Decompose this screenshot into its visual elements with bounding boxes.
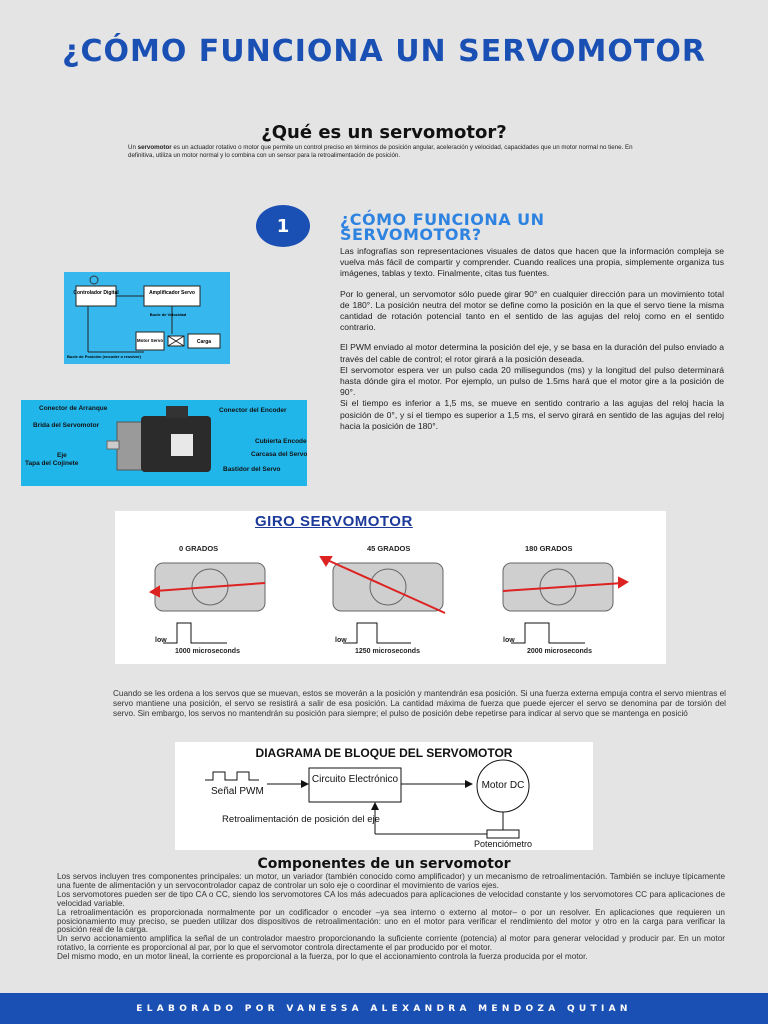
page-title: ¿CÓMO FUNCIONA UN SERVOMOTOR <box>62 34 706 69</box>
motor-label: Conector del Encoder <box>219 407 287 414</box>
diagram-feedback-label: Retroalimentación de posición del eje <box>222 814 380 825</box>
giro-title: GIRO SERVOMOTOR <box>255 513 413 530</box>
section1-paragraph: El servomotor espera ver un pulso cada 20 milisegundos (ms) y la longitud del pulso determinará hasta dónde gira el motor. Por ejemplo, un pulso de 1.5ms hará que el motor gire a la posición de 90°. <box>340 364 724 398</box>
section1-body <box>340 246 724 432</box>
giro-low-label: low <box>155 637 167 644</box>
giro-signal-label: 1250 microseconds <box>355 648 420 655</box>
components-paragraph: Un servo accionamiento amplifica la señal de un controlador maestro proporcionando la suficiente corriente (potencia) al motor para generar velocidad y producir par. En un motor rotativo, la corriente es proporcional al par, por lo que el servomotor controla directamente el par producido por el motor. <box>57 934 725 953</box>
footer-credit: ELABORADO POR VANESSA ALEXANDRA MENDOZA QUTIAN <box>0 993 768 1024</box>
components-paragraph: Los servos incluyen tres componentes principales: un motor, un variador (también conocido como amplificador) y un mecanismo de retroalimentación. También se incluye típicamente una fuente de alimentación y un servocontrolador capaz de controlar un solo eje o coordinar el movimiento de varios ejes. <box>57 872 725 890</box>
components-title: Componentes de un servomotor <box>257 856 511 872</box>
diagram-pot-label: Potenciómetro <box>473 839 533 849</box>
motor-label: Tapa del Cojinete <box>25 460 79 467</box>
components-paragraph: La retroalimentación es proporcionada normalmente por un codificador o encoder –ya sea interno o externo al motor– o por un resolver. En aplicaciones que requieren un posicionamiento muy preciso, se pueden utilizar dos dispositivos de retroalimentación: uno en el motor para verificar el rendimiento del motor y otro en la carga para verificar la posición real de la carga. <box>57 907 725 935</box>
servo-block-diagram-image <box>64 272 230 364</box>
giro-low-label: low <box>503 637 515 644</box>
giro-signal-label: 1000 microseconds <box>175 648 240 655</box>
giro-low-label: low <box>335 637 347 644</box>
block-velocity-label: Bucle de Velocidad <box>149 312 187 317</box>
motor-label: Conector de Arranque <box>39 405 108 412</box>
section1-paragraph: El PWM enviado al motor determina la posición del eje, y se basa en la duración del pulso enviado a través del cable de control; el rotor girará a la posición deseada. <box>340 342 724 364</box>
intro-text <box>128 144 640 160</box>
giro-position-label: 180 GRADOS <box>525 544 573 553</box>
motor-label: Cubierta Encoder <box>255 438 307 445</box>
block-load-label: Carga <box>196 339 212 345</box>
components-body <box>57 873 725 962</box>
components-paragraph: Del mismo modo, en un motor lineal, la corriente es proporcional a la fuerza, por lo que el accionamiento controla la fuerza producida por el motor. <box>57 952 588 962</box>
block-motor-label: Motor Servo <box>136 338 164 343</box>
diagram-pwm-label: Señal PWM <box>211 786 264 797</box>
intro-before: Un <box>128 144 138 151</box>
motor-label: Bastidor del Servo <box>223 466 281 473</box>
diagram-motor-label: Motor DC <box>481 780 525 791</box>
motor-label: Brida del Servomotor <box>33 422 100 429</box>
block-controller-label: Controlador Digital <box>73 290 119 296</box>
motor-label: Eje <box>57 452 67 459</box>
block-position-label: Bucle de Posición (encoder o resolver) <box>66 354 142 359</box>
section1-paragraph: Por lo general, un servomotor sólo puede girar 90° en cualquier dirección para un movimiento total de 180°. La posición neutra del motor se define como la posición en la que el servo tiene la misma cantidad de rotación potencial tanto en el sentido de las agujas del reloj como en el sentido contrario. <box>340 288 724 333</box>
diagram-circuit-label: Circuito Electrónico <box>311 774 399 785</box>
section-number-badge: 1 <box>256 205 310 247</box>
components-paragraph: Los servomotores pueden ser de tipo CA o CC, siendo los servomotores CA los más adecuados para aplicaciones de velocidad constante y los servomotores CC para aplicaciones de velocidad variable. <box>57 889 725 908</box>
intro-after: es un actuador rotativo o motor que permite un control preciso en términos de posición angular, aceleración y velocidad, capacidades que un motor normal no tiene. En definitiva, utiliza un motor normal y lo combina con un sensor para la retroalimentación de posición. <box>128 144 633 159</box>
motor-label: Carcasa del Servo <box>251 451 307 458</box>
block-amplifier-label: Amplificador Servo <box>149 290 195 296</box>
section1-paragraph: Las infografías son representaciones visuales de datos que hacen que la información compleja se vuelva más fácil de compartir y comprender. Cuando realices una propia, simplemente organiza tus imágenes, tablas y texto. Finalmente, citas tus fuentes. <box>340 246 724 279</box>
servo-rotation-image <box>115 511 666 664</box>
intro-bold: servomotor <box>137 144 172 151</box>
servo-hold-text: Cuando se les ordena a los servos que se muevan, estos se moverán a la posición y mantendrán esa posición. Si una fuerza externa empuja contra el servo mientras el servo mantiene una posición, el servo se resistirá a salir de esa posición. La cantidad máxima de fuerza que puede ejercer el servo se denomina par de torsión del servo. Sin embargo, los servos no mantendrán su posición para siempre; el pulso de posición debe repetirse para indicar al servo que se mantenga en posició <box>113 689 726 718</box>
diagram-title: DIAGRAMA DE BLOQUE DEL SERVOMOTOR <box>255 746 513 760</box>
servo-block-diagram <box>175 742 593 850</box>
giro-signal-label: 2000 microseconds <box>527 648 592 655</box>
subtitle: ¿Qué es un servomotor? <box>261 122 507 143</box>
section1-paragraph: Si el tiempo es inferior a 1,5 ms, se mueve en sentido contrario a las agujas del reloj hacia la posición de 0°, y si el tiempo es superior a 1,5 ms, el servo girará en sentido de las agujas del reloj hacia la posición de 180°. <box>340 398 724 431</box>
section1-title: ¿CÓMO FUNCIONA UN SERVOMOTOR? <box>340 210 545 244</box>
servo-motor-parts-image <box>21 400 307 486</box>
giro-position-label: 45 GRADOS <box>367 544 411 553</box>
giro-position-label: 0 GRADOS <box>179 544 219 553</box>
